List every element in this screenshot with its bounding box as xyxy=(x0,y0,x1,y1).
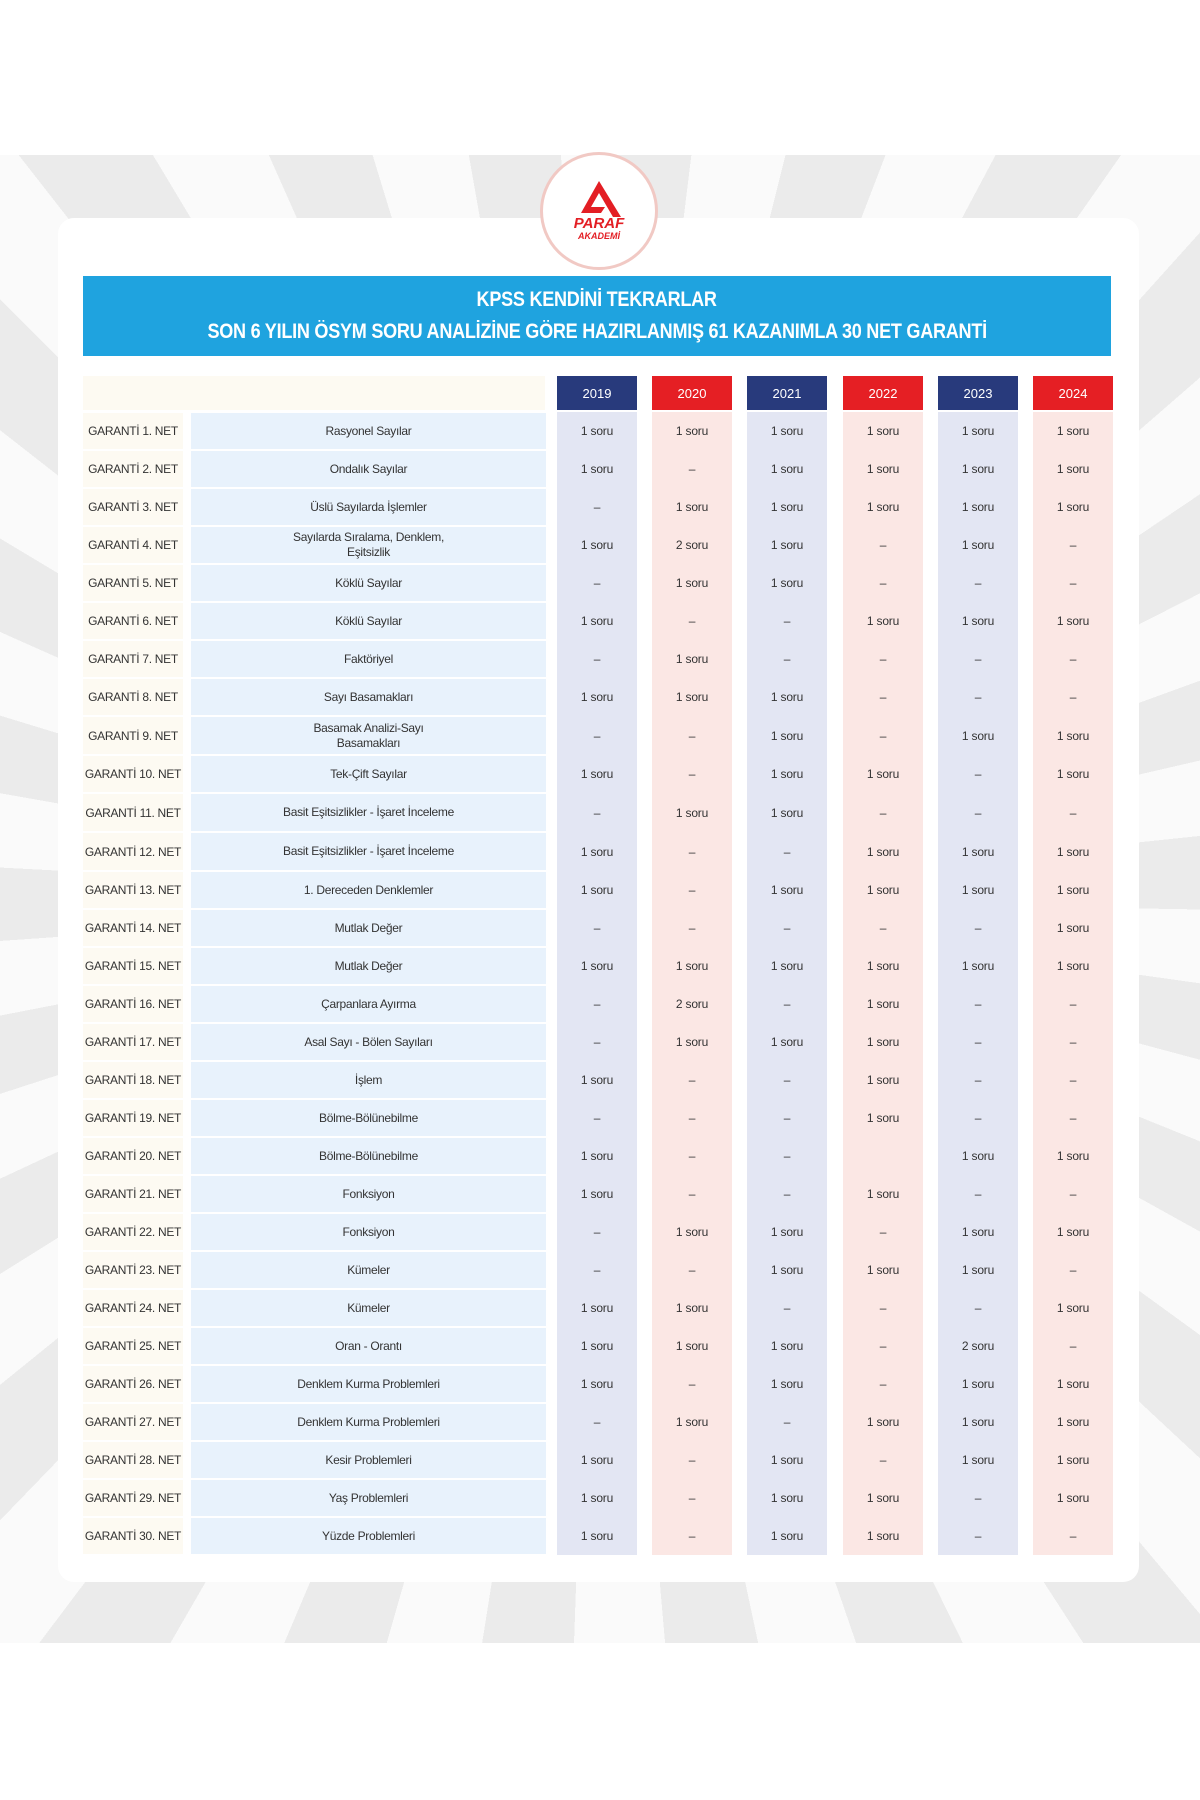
row-label: GARANTİ 9. NET xyxy=(83,717,183,754)
row-topic: Bölme-Bölünebilme xyxy=(191,1100,546,1136)
table-row xyxy=(83,1441,1113,1479)
row-value-2023: – xyxy=(938,1099,1018,1137)
logo-subtitle: AKADEMİ xyxy=(578,231,620,241)
row-topic: İşlem xyxy=(191,1062,546,1098)
row-value-2021: 1 soru xyxy=(747,412,827,450)
row-topic: Mutlak Değer xyxy=(191,910,546,946)
row-value-2024: – xyxy=(1033,1327,1113,1365)
row-value-2020: 1 soru xyxy=(652,412,732,450)
row-topic: Denklem Kurma Problemleri xyxy=(191,1404,546,1440)
row-value-2023: – xyxy=(938,564,1018,602)
row-value-2021: 1 soru xyxy=(747,678,827,716)
table-row xyxy=(83,602,1113,640)
row-value-2023: 1 soru xyxy=(938,871,1018,909)
table-row xyxy=(83,947,1113,985)
row-value-2022: – xyxy=(843,1289,923,1327)
row-value-2024: 1 soru xyxy=(1033,1479,1113,1517)
row-value-2024: 1 soru xyxy=(1033,1137,1113,1175)
row-value-2021: – xyxy=(747,640,827,678)
row-value-2019: 1 soru xyxy=(557,1479,637,1517)
row-value-2021: – xyxy=(747,1403,827,1441)
row-value-2020: – xyxy=(652,1479,732,1517)
row-value-2024: 1 soru xyxy=(1033,909,1113,947)
row-value-2023: 1 soru xyxy=(938,412,1018,450)
table-row xyxy=(83,1517,1113,1555)
row-value-2022: – xyxy=(843,678,923,716)
row-value-2022: – xyxy=(843,564,923,602)
row-value-2023: 1 soru xyxy=(938,1365,1018,1403)
row-value-2019: 1 soru xyxy=(557,1441,637,1479)
row-value-2022: – xyxy=(843,526,923,564)
row-topic: Fonksiyon xyxy=(191,1176,546,1212)
row-label: GARANTİ 11. NET xyxy=(83,794,183,831)
row-value-2024: – xyxy=(1033,678,1113,716)
row-value-2023: 1 soru xyxy=(938,450,1018,488)
row-value-2024: 1 soru xyxy=(1033,602,1113,640)
row-value-2020: – xyxy=(652,716,732,755)
row-label: GARANTİ 24. NET xyxy=(83,1290,183,1326)
row-topic: Sayı Basamakları xyxy=(191,679,546,715)
row-value-2024: 1 soru xyxy=(1033,832,1113,871)
row-topic: Çarpanlara Ayırma xyxy=(191,986,546,1022)
row-value-2024: – xyxy=(1033,1023,1113,1061)
row-value-2019: 1 soru xyxy=(557,450,637,488)
row-topic: Oran - Orantı xyxy=(191,1328,546,1364)
row-label: GARANTİ 27. NET xyxy=(83,1404,183,1440)
table-row xyxy=(83,1289,1113,1327)
row-value-2020: – xyxy=(652,1441,732,1479)
row-topic: Köklü Sayılar xyxy=(191,565,546,601)
row-value-2024: – xyxy=(1033,1517,1113,1555)
row-label: GARANTİ 16. NET xyxy=(83,986,183,1022)
row-value-2020: – xyxy=(652,832,732,871)
row-value-2021: – xyxy=(747,1061,827,1099)
row-value-2021: 1 soru xyxy=(747,1213,827,1251)
row-value-2024: 1 soru xyxy=(1033,1213,1113,1251)
row-value-2021: – xyxy=(747,1289,827,1327)
banner-subtitle: SON 6 YILIN ÖSYM SORU ANALİZİNE GÖRE HAZIRLANMIŞ 61 KAZANIMLA 30 NET GARANTİ xyxy=(207,320,987,343)
row-value-2021: 1 soru xyxy=(747,755,827,793)
row-value-2022: 1 soru xyxy=(843,1403,923,1441)
year-header-4: 2023 xyxy=(938,376,1018,410)
table-row xyxy=(83,1403,1113,1441)
row-value-2023: – xyxy=(938,640,1018,678)
row-value-2024: – xyxy=(1033,526,1113,564)
row-label: GARANTİ 15. NET xyxy=(83,948,183,984)
table-row xyxy=(83,678,1113,716)
row-value-2020: 1 soru xyxy=(652,678,732,716)
row-value-2021: – xyxy=(747,832,827,871)
row-value-2023: – xyxy=(938,1175,1018,1213)
row-value-2024: 1 soru xyxy=(1033,412,1113,450)
row-value-2022: – xyxy=(843,909,923,947)
row-value-2023: 1 soru xyxy=(938,1213,1018,1251)
table-row xyxy=(83,1137,1113,1175)
row-value-2021: – xyxy=(747,909,827,947)
row-value-2022: 1 soru xyxy=(843,488,923,526)
row-label: GARANTİ 12. NET xyxy=(83,833,183,870)
row-topic: Ondalık Sayılar xyxy=(191,451,546,487)
row-value-2023: 1 soru xyxy=(938,1403,1018,1441)
row-value-2023: 2 soru xyxy=(938,1327,1018,1365)
row-value-2023: – xyxy=(938,793,1018,832)
table-row xyxy=(83,1479,1113,1517)
row-value-2023: 1 soru xyxy=(938,488,1018,526)
row-label: GARANTİ 30. NET xyxy=(83,1518,183,1554)
row-topic: 1. Dereceden Denklemler xyxy=(191,872,546,908)
row-value-2020: 1 soru xyxy=(652,947,732,985)
table-row xyxy=(83,640,1113,678)
row-value-2022: 1 soru xyxy=(843,602,923,640)
row-value-2023: 1 soru xyxy=(938,716,1018,755)
row-label: GARANTİ 23. NET xyxy=(83,1252,183,1288)
row-label: GARANTİ 22. NET xyxy=(83,1214,183,1250)
row-value-2024: 1 soru xyxy=(1033,450,1113,488)
row-value-2021: – xyxy=(747,1099,827,1137)
row-value-2019: – xyxy=(557,1403,637,1441)
row-value-2023: – xyxy=(938,1023,1018,1061)
row-value-2022: 1 soru xyxy=(843,1479,923,1517)
row-value-2023: – xyxy=(938,909,1018,947)
row-value-2019: – xyxy=(557,985,637,1023)
banner-title: KPSS KENDİNİ TEKRARLAR xyxy=(476,288,718,311)
row-value-2019: – xyxy=(557,793,637,832)
row-value-2021: 1 soru xyxy=(747,1251,827,1289)
row-label: GARANTİ 25. NET xyxy=(83,1328,183,1364)
row-value-2020: 1 soru xyxy=(652,1327,732,1365)
row-value-2022: 1 soru xyxy=(843,1517,923,1555)
row-label: GARANTİ 3. NET xyxy=(83,489,183,525)
table-row xyxy=(83,832,1113,871)
row-value-2022: 1 soru xyxy=(843,755,923,793)
row-topic: Kesir Problemleri xyxy=(191,1442,546,1478)
row-topic: Mutlak Değer xyxy=(191,948,546,984)
row-topic: Yaş Problemleri xyxy=(191,1480,546,1516)
table-row xyxy=(83,1365,1113,1403)
row-label: GARANTİ 1. NET xyxy=(83,413,183,449)
row-label: GARANTİ 19. NET xyxy=(83,1100,183,1136)
row-value-2021: 1 soru xyxy=(747,1327,827,1365)
row-value-2024: 1 soru xyxy=(1033,1365,1113,1403)
row-value-2019: 1 soru xyxy=(557,1365,637,1403)
row-value-2020: 1 soru xyxy=(652,564,732,602)
row-value-2019: 1 soru xyxy=(557,947,637,985)
table-row xyxy=(83,1099,1113,1137)
table-row xyxy=(83,755,1113,793)
row-topic: Rasyonel Sayılar xyxy=(191,413,546,449)
row-topic: Bölme-Bölünebilme xyxy=(191,1138,546,1174)
logo xyxy=(540,152,658,270)
row-value-2020: – xyxy=(652,1061,732,1099)
row-label: GARANTİ 28. NET xyxy=(83,1442,183,1478)
table-row xyxy=(83,716,1113,755)
row-value-2020: – xyxy=(652,1175,732,1213)
row-value-2021: 1 soru xyxy=(747,1479,827,1517)
row-value-2020: – xyxy=(652,1365,732,1403)
row-value-2023: 1 soru xyxy=(938,1137,1018,1175)
row-value-2020: – xyxy=(652,1251,732,1289)
row-label: GARANTİ 29. NET xyxy=(83,1480,183,1516)
row-label: GARANTİ 7. NET xyxy=(83,641,183,677)
row-value-2023: – xyxy=(938,1479,1018,1517)
row-value-2020: 2 soru xyxy=(652,526,732,564)
row-value-2021: 1 soru xyxy=(747,564,827,602)
row-value-2023: – xyxy=(938,1289,1018,1327)
row-label: GARANTİ 4. NET xyxy=(83,527,183,563)
row-value-2019: 1 soru xyxy=(557,832,637,871)
row-value-2020: – xyxy=(652,909,732,947)
row-value-2023: – xyxy=(938,1517,1018,1555)
row-value-2021: – xyxy=(747,602,827,640)
row-value-2022: 1 soru xyxy=(843,412,923,450)
row-value-2023: 1 soru xyxy=(938,947,1018,985)
row-value-2024: – xyxy=(1033,1251,1113,1289)
table-row xyxy=(83,1061,1113,1099)
row-value-2021: 1 soru xyxy=(747,1365,827,1403)
row-value-2023: 1 soru xyxy=(938,1441,1018,1479)
row-value-2024: 1 soru xyxy=(1033,1289,1113,1327)
table-row xyxy=(83,909,1113,947)
row-label: GARANTİ 17. NET xyxy=(83,1024,183,1060)
row-value-2024: – xyxy=(1033,1175,1113,1213)
row-value-2021: 1 soru xyxy=(747,526,827,564)
row-value-2020: 2 soru xyxy=(652,985,732,1023)
row-value-2022 xyxy=(843,1137,923,1175)
row-value-2019: 1 soru xyxy=(557,526,637,564)
row-value-2021: 1 soru xyxy=(747,450,827,488)
row-value-2019: 1 soru xyxy=(557,1061,637,1099)
row-value-2019: – xyxy=(557,564,637,602)
row-value-2021: 1 soru xyxy=(747,871,827,909)
row-value-2022: – xyxy=(843,640,923,678)
row-value-2020: 1 soru xyxy=(652,1403,732,1441)
row-value-2021: 1 soru xyxy=(747,1517,827,1555)
row-value-2020: 1 soru xyxy=(652,488,732,526)
row-value-2019: 1 soru xyxy=(557,1517,637,1555)
row-value-2020: 1 soru xyxy=(652,1213,732,1251)
row-topic: Sayılarda Sıralama, Denklem, Eşitsizlik xyxy=(191,527,546,563)
row-value-2020: 1 soru xyxy=(652,640,732,678)
row-value-2021: 1 soru xyxy=(747,793,827,832)
row-value-2022: – xyxy=(843,1327,923,1365)
row-topic: Asal Sayı - Bölen Sayıları xyxy=(191,1024,546,1060)
row-value-2020: – xyxy=(652,450,732,488)
row-value-2024: – xyxy=(1033,1061,1113,1099)
row-value-2023: 1 soru xyxy=(938,1251,1018,1289)
row-value-2022: 1 soru xyxy=(843,1061,923,1099)
row-value-2022: – xyxy=(843,716,923,755)
row-value-2024: – xyxy=(1033,640,1113,678)
row-value-2021: 1 soru xyxy=(747,947,827,985)
table-row xyxy=(83,985,1113,1023)
year-header-2: 2021 xyxy=(747,376,827,410)
row-label: GARANTİ 20. NET xyxy=(83,1138,183,1174)
row-value-2024: 1 soru xyxy=(1033,871,1113,909)
table-row xyxy=(83,1213,1113,1251)
year-header-5: 2024 xyxy=(1033,376,1113,410)
row-value-2022: 1 soru xyxy=(843,871,923,909)
row-label: GARANTİ 18. NET xyxy=(83,1062,183,1098)
table-row xyxy=(83,1023,1113,1061)
row-topic: Fonksiyon xyxy=(191,1214,546,1250)
row-value-2024: – xyxy=(1033,985,1113,1023)
title-banner xyxy=(83,276,1111,356)
row-value-2019: 1 soru xyxy=(557,412,637,450)
row-value-2023: – xyxy=(938,755,1018,793)
row-topic: Basit Eşitsizlikler - İşaret İnceleme xyxy=(191,794,546,831)
row-label: GARANTİ 10. NET xyxy=(83,756,183,792)
row-value-2022: 1 soru xyxy=(843,947,923,985)
row-topic: Kümeler xyxy=(191,1252,546,1288)
row-value-2020: – xyxy=(652,871,732,909)
row-value-2019: – xyxy=(557,1251,637,1289)
table-row xyxy=(83,412,1113,450)
table-row xyxy=(83,526,1113,564)
row-value-2019: – xyxy=(557,640,637,678)
row-value-2022: 1 soru xyxy=(843,832,923,871)
row-value-2024: – xyxy=(1033,564,1113,602)
row-value-2021: 1 soru xyxy=(747,716,827,755)
row-value-2022: 1 soru xyxy=(843,1099,923,1137)
table-row xyxy=(83,488,1113,526)
row-value-2023: – xyxy=(938,678,1018,716)
row-value-2024: – xyxy=(1033,793,1113,832)
row-value-2023: 1 soru xyxy=(938,832,1018,871)
row-value-2024: 1 soru xyxy=(1033,488,1113,526)
row-value-2023: 1 soru xyxy=(938,602,1018,640)
row-topic: Üslü Sayılarda İşlemler xyxy=(191,489,546,525)
row-value-2020: – xyxy=(652,1099,732,1137)
row-topic: Basamak Analizi-Sayı Basamakları xyxy=(191,717,546,754)
row-value-2022: – xyxy=(843,793,923,832)
row-value-2023: – xyxy=(938,1061,1018,1099)
row-label: GARANTİ 26. NET xyxy=(83,1366,183,1402)
row-value-2024: 1 soru xyxy=(1033,1441,1113,1479)
table-row xyxy=(83,564,1113,602)
row-value-2019: 1 soru xyxy=(557,1137,637,1175)
table-row xyxy=(83,1327,1113,1365)
row-value-2022: 1 soru xyxy=(843,1251,923,1289)
row-value-2020: 1 soru xyxy=(652,793,732,832)
row-value-2022: – xyxy=(843,1441,923,1479)
row-topic: Basit Eşitsizlikler - İşaret İnceleme xyxy=(191,833,546,870)
row-value-2019: – xyxy=(557,1099,637,1137)
row-value-2020: – xyxy=(652,755,732,793)
year-header-1: 2020 xyxy=(652,376,732,410)
row-value-2021: – xyxy=(747,985,827,1023)
row-value-2019: – xyxy=(557,716,637,755)
row-value-2022: 1 soru xyxy=(843,1175,923,1213)
row-value-2022: – xyxy=(843,1213,923,1251)
row-value-2022: 1 soru xyxy=(843,450,923,488)
year-header-3: 2022 xyxy=(843,376,923,410)
row-label: GARANTİ 2. NET xyxy=(83,451,183,487)
row-value-2019: – xyxy=(557,909,637,947)
table-row xyxy=(83,1251,1113,1289)
row-label: GARANTİ 5. NET xyxy=(83,565,183,601)
row-value-2019: 1 soru xyxy=(557,678,637,716)
row-value-2024: 1 soru xyxy=(1033,716,1113,755)
row-value-2019: 1 soru xyxy=(557,755,637,793)
row-value-2024: 1 soru xyxy=(1033,755,1113,793)
row-value-2023: 1 soru xyxy=(938,526,1018,564)
row-label: GARANTİ 8. NET xyxy=(83,679,183,715)
row-value-2022: 1 soru xyxy=(843,985,923,1023)
table-row xyxy=(83,871,1113,909)
row-topic: Köklü Sayılar xyxy=(191,603,546,639)
row-value-2023: – xyxy=(938,985,1018,1023)
row-value-2021: 1 soru xyxy=(747,1023,827,1061)
row-label: GARANTİ 21. NET xyxy=(83,1176,183,1212)
row-value-2020: – xyxy=(652,1517,732,1555)
row-value-2020: – xyxy=(652,602,732,640)
row-value-2019: 1 soru xyxy=(557,1289,637,1327)
row-value-2019: – xyxy=(557,1023,637,1061)
row-label: GARANTİ 14. NET xyxy=(83,910,183,946)
row-value-2022: – xyxy=(843,1365,923,1403)
row-value-2019: – xyxy=(557,488,637,526)
year-header-0: 2019 xyxy=(557,376,637,410)
row-topic: Denklem Kurma Problemleri xyxy=(191,1366,546,1402)
row-value-2021: – xyxy=(747,1175,827,1213)
logo-brand: PARAF xyxy=(573,215,625,232)
row-value-2024: 1 soru xyxy=(1033,1403,1113,1441)
row-value-2021: 1 soru xyxy=(747,1441,827,1479)
row-value-2019: 1 soru xyxy=(557,871,637,909)
row-value-2022: 1 soru xyxy=(843,1023,923,1061)
row-value-2021: 1 soru xyxy=(747,488,827,526)
row-value-2019: 1 soru xyxy=(557,1327,637,1365)
row-value-2021: – xyxy=(747,1137,827,1175)
row-topic: Faktöriyel xyxy=(191,641,546,677)
table-header-row xyxy=(83,376,1113,410)
row-label: GARANTİ 13. NET xyxy=(83,872,183,908)
row-topic: Kümeler xyxy=(191,1290,546,1326)
row-value-2024: – xyxy=(1033,1099,1113,1137)
row-value-2020: – xyxy=(652,1137,732,1175)
table-row xyxy=(83,793,1113,832)
table-row xyxy=(83,450,1113,488)
row-value-2019: 1 soru xyxy=(557,602,637,640)
row-topic: Yüzde Problemleri xyxy=(191,1518,546,1554)
row-value-2019: – xyxy=(557,1213,637,1251)
row-label: GARANTİ 6. NET xyxy=(83,603,183,639)
row-value-2024: 1 soru xyxy=(1033,947,1113,985)
row-topic: Tek-Çift Sayılar xyxy=(191,756,546,792)
row-value-2020: 1 soru xyxy=(652,1023,732,1061)
row-value-2020: 1 soru xyxy=(652,1289,732,1327)
row-value-2019: 1 soru xyxy=(557,1175,637,1213)
paraf-logo-icon xyxy=(577,181,621,217)
table-row xyxy=(83,1175,1113,1213)
